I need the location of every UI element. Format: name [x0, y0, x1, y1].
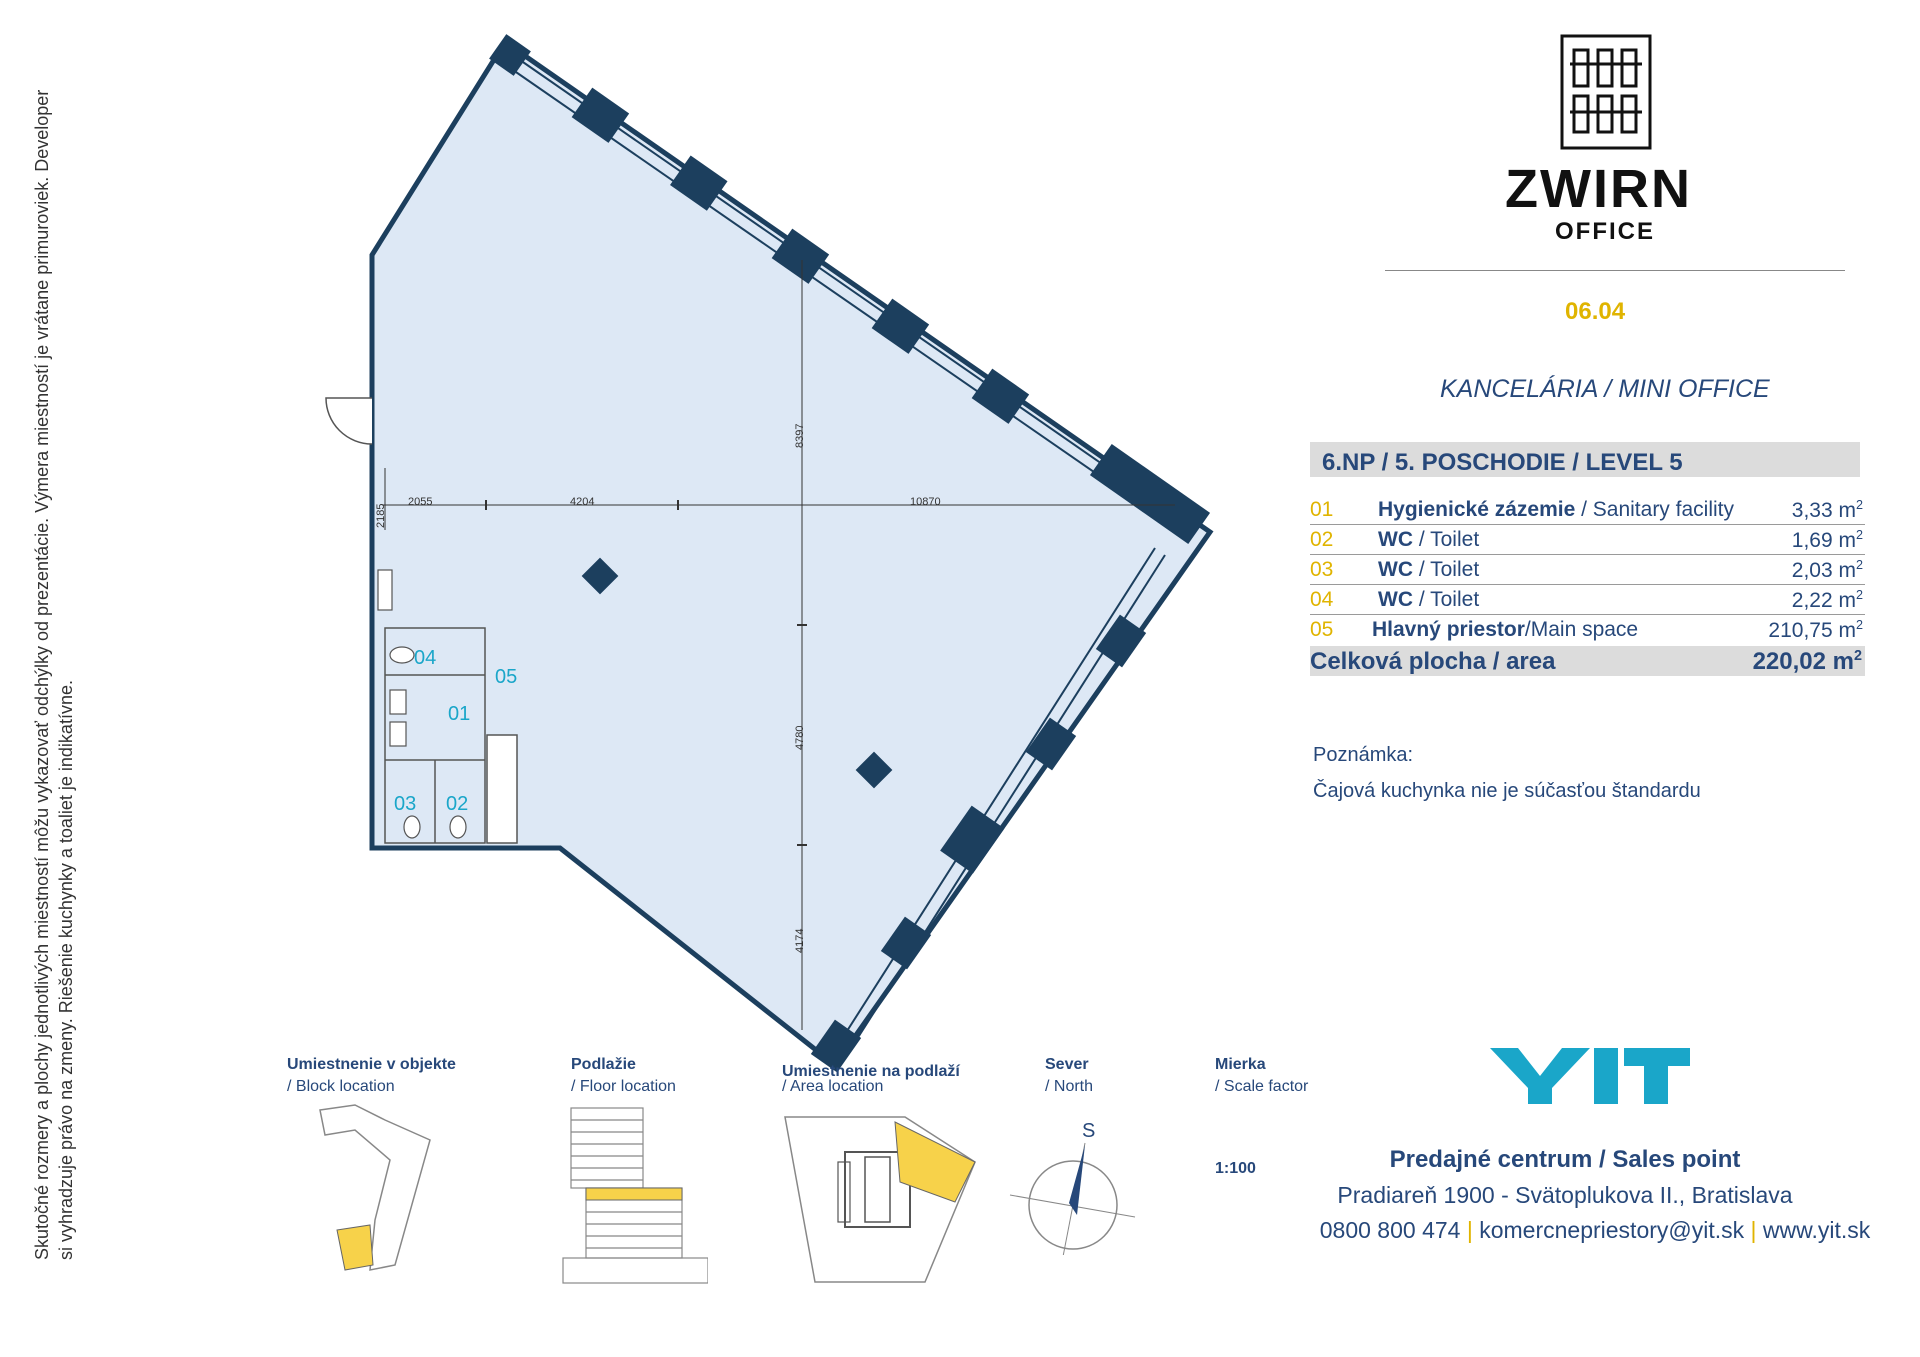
yit-logo-icon — [1490, 1048, 1690, 1104]
block-location-map — [315, 1100, 435, 1275]
dim-2055: 2055 — [408, 496, 433, 508]
room-name-en: / Toilet — [1413, 558, 1480, 581]
room-num: 01 — [1310, 498, 1334, 521]
sales-address: Pradiareň 1900 - Svätoplukova II., Bratislava — [1337, 1182, 1793, 1208]
sales-web[interactable]: www.yit.sk — [1762, 1217, 1871, 1243]
dim-4780: 4780 — [794, 725, 806, 750]
separator: | — [1750, 1217, 1757, 1243]
room-num: 02 — [1310, 528, 1334, 551]
legend-scale-sub: / Scale factor — [1215, 1078, 1309, 1095]
room-num: 04 — [1310, 588, 1334, 611]
area-unit-sup: 2 — [1855, 558, 1863, 572]
note-label: Poznámka: — [1313, 744, 1414, 766]
divider — [1385, 270, 1845, 271]
legend-floor-sub: / Floor location — [571, 1078, 676, 1095]
zwirn-logo-icon — [1560, 34, 1652, 150]
unit-type: KANCELÁRIA / MINI OFFICE — [1440, 375, 1770, 403]
entry-door — [326, 398, 372, 444]
room-row — [1310, 615, 1865, 644]
dim-10870: 10870 — [910, 496, 941, 508]
room-label-02: 02 — [446, 793, 469, 815]
sales-contact — [1300, 1217, 1890, 1244]
area-unit-sup: 2 — [1855, 528, 1863, 542]
sales-email[interactable]: komercnepriestory@yit.sk — [1479, 1217, 1745, 1243]
area-unit-sup: 2 — [1855, 618, 1863, 632]
room-area: 1,69 m — [1791, 529, 1856, 552]
unit-code: 06.04 — [1565, 298, 1626, 325]
separator: | — [1466, 1217, 1473, 1243]
room-label-05: 05 — [495, 666, 518, 688]
room-name-en: / Toilet — [1413, 528, 1480, 551]
area-unit-sup: 2 — [1855, 498, 1863, 512]
room-area: 210,75 m — [1768, 619, 1856, 642]
room-label-03: 03 — [394, 793, 417, 815]
dim-2185: 2185 — [375, 503, 387, 528]
room-name: WC — [1378, 558, 1413, 581]
floor-location-map — [558, 1105, 708, 1285]
room-row — [1310, 495, 1865, 525]
area-unit-sup: 2 — [1855, 588, 1863, 602]
legend-area-sub: / Area location — [782, 1078, 884, 1095]
disclaimer-note: Skutočné rozmery a plochy jednotlivých miestností môžu vykazovať odchýlky od prezentácie. Výmera miestností je vrátane primuroviek. Developer si vyhradzuje právo na zmeny. Riešenie kuchynky a toaliet je indikatívne. — [32, 89, 76, 1260]
dim-8397: 8397 — [794, 423, 806, 448]
dim-4174: 4174 — [794, 928, 806, 953]
legend-block-title: Umiestnenie v objekte — [287, 1056, 456, 1073]
room-num: 05 — [1310, 618, 1334, 641]
room-area: 2,22 m — [1791, 589, 1856, 612]
room-name: WC — [1378, 588, 1413, 611]
room-name: Hlavný priestor — [1372, 618, 1525, 641]
total-label: Celková plocha / area — [1310, 648, 1556, 675]
scale-value: 1:100 — [1215, 1160, 1256, 1177]
room-name-en: /Main space — [1524, 618, 1639, 641]
room-name: Hygienické zázemie — [1378, 498, 1576, 521]
legend-scale-title: Mierka — [1215, 1056, 1266, 1073]
room-num: 03 — [1310, 558, 1334, 581]
room-name-en: / Toilet — [1413, 588, 1480, 611]
area-location-map — [780, 1112, 980, 1287]
sales-title: Predajné centrum / Sales point — [1389, 1146, 1741, 1173]
room-area: 3,33 m — [1791, 499, 1856, 522]
legend-area-title: Umiestnenie na podlaží — [782, 1063, 960, 1080]
room-label-04: 04 — [414, 647, 437, 669]
room-row — [1310, 525, 1865, 555]
legend-north-sub: / North — [1045, 1078, 1094, 1095]
compass-icon — [1005, 1115, 1145, 1255]
legend-north-title: Sever — [1045, 1056, 1089, 1073]
logo-sub: OFFICE — [1555, 218, 1655, 245]
room-name-en: / Sanitary facility — [1575, 498, 1734, 521]
room-name: WC — [1378, 528, 1413, 551]
room-row — [1310, 555, 1865, 585]
legend-block-sub: / Block location — [287, 1078, 395, 1095]
main-space-floor — [372, 42, 1210, 1065]
room-row — [1310, 585, 1865, 615]
room-label-01: 01 — [448, 703, 471, 725]
sales-phone[interactable]: 0800 800 474 — [1319, 1217, 1461, 1243]
level-title: 6.NP / 5. POSCHODIE / LEVEL 5 — [1322, 449, 1683, 476]
total-value: 220,02 m — [1752, 648, 1854, 675]
logo-name: ZWIRN — [1505, 159, 1692, 219]
dim-4204: 4204 — [570, 496, 595, 508]
note-text: Čajová kuchynka nie je súčasťou štandardu — [1313, 780, 1701, 802]
room-area: 2,03 m — [1791, 559, 1856, 582]
legend-floor-title: Podlažie — [571, 1056, 636, 1073]
total-unit-sup: 2 — [1853, 648, 1862, 664]
compass-letter: S — [1082, 1120, 1096, 1142]
